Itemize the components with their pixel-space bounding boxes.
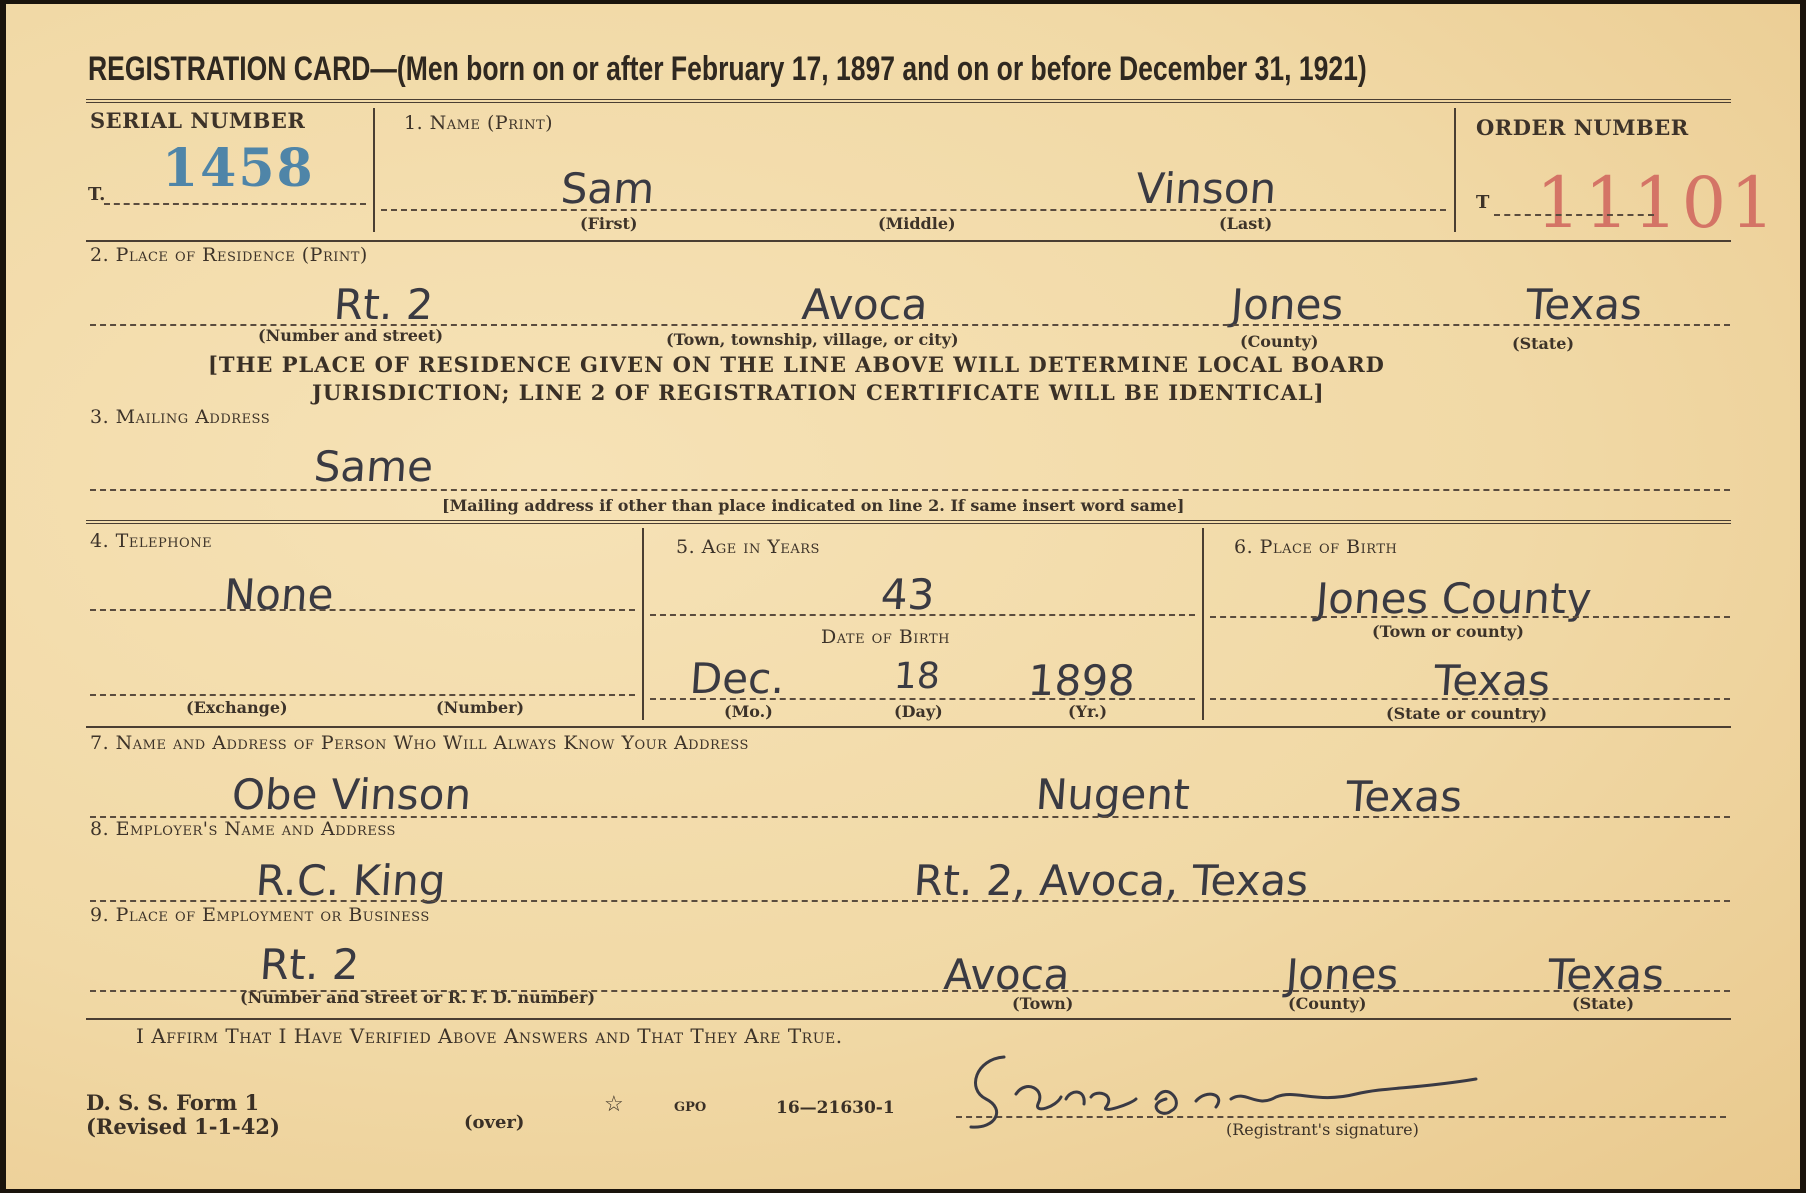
telephone-label: 4. Telephone (90, 530, 213, 552)
dob-label: Date of Birth (821, 626, 950, 648)
residence-town-value: Avoca (800, 280, 930, 329)
name-first-caption: (First) (580, 214, 638, 233)
jurisdiction-notice-line2: JURISDICTION; LINE 2 OF REGISTRATION CERTIFICATE WILL BE IDENTICAL] (312, 380, 1325, 405)
name-first-value: Sam (559, 164, 657, 213)
dob-month-value: Dec. (688, 654, 787, 703)
signature-caption: (Registrant's signature) (1226, 1120, 1419, 1139)
order-number-label: ORDER NUMBER (1476, 115, 1689, 140)
jurisdiction-notice-line1: [THE PLACE OF RESIDENCE GIVEN ON THE LINE ABOVE WILL DETERMINE LOCAL BOARD (208, 352, 1385, 377)
telephone-number-caption: (Number) (436, 698, 525, 717)
gpo-label: GPO (674, 1100, 707, 1115)
employment-town-caption: (Town) (1012, 994, 1074, 1013)
telephone-value: None (222, 570, 336, 619)
serial-prefix: T. (88, 184, 106, 205)
birthplace-state-caption: (State or country) (1386, 704, 1548, 723)
registration-card (6, 4, 1800, 1189)
employment-place-label: 9. Place of Employment or Business (90, 904, 430, 926)
contact-label: 7. Name and Address of Person Who Will Always Know Your Address (90, 732, 749, 754)
employer-address-value: Rt. 2, Avoca, Texas (912, 856, 1310, 905)
employment-street-caption: (Number and street or R. F. D. number) (240, 988, 596, 1007)
birthplace-town-caption: (Town or county) (1372, 622, 1524, 641)
serial-number-label: SERIAL NUMBER (90, 108, 306, 133)
top-rule (86, 99, 1731, 103)
dob-year-caption: (Yr.) (1068, 702, 1108, 721)
employer-label: 8. Employer's Name and Address (90, 818, 396, 840)
order-number-value: 11101 (1536, 162, 1779, 244)
employer-name-value: R.C. King (254, 856, 448, 905)
birthplace-town-value: Jones County (1314, 574, 1594, 623)
mailing-value: Same (312, 442, 435, 491)
residence-label: 2. Place of Residence (Print) (90, 244, 368, 266)
name-middle-caption: (Middle) (878, 214, 956, 233)
dob-day-caption: (Day) (894, 702, 943, 721)
over-label: (over) (464, 1112, 525, 1133)
registrant-signature (956, 1049, 1516, 1139)
gpo-code: 16—21630-1 (776, 1098, 895, 1118)
residence-street-caption: (Number and street) (258, 326, 444, 345)
employment-state-caption: (State) (1572, 994, 1635, 1013)
employment-county-caption: (County) (1288, 994, 1367, 1013)
serial-number-value: 1458 (162, 138, 315, 199)
residence-county-caption: (County) (1240, 332, 1319, 351)
contact-town-value: Nugent (1034, 770, 1192, 819)
form-revision: (Revised 1-1-42) (86, 1114, 280, 1139)
form-id: D. S. S. Form 1 (86, 1090, 260, 1115)
name-label: 1. Name (Print) (404, 112, 554, 134)
star-icon: ☆ (604, 1092, 624, 1117)
telephone-exchange-caption: (Exchange) (186, 698, 288, 717)
name-last-caption: (Last) (1219, 214, 1273, 233)
employment-town-value: Avoca (942, 950, 1072, 999)
employment-state-value: Texas (1546, 950, 1666, 999)
affirmation-text: I Affirm That I Have Verified Above Answers and That They Are True. (136, 1024, 843, 1048)
dob-year-value: 1898 (1026, 656, 1137, 705)
residence-state-caption: (State) (1512, 334, 1575, 353)
dob-day-value: 18 (892, 656, 942, 697)
birthplace-state-value: Texas (1432, 656, 1552, 705)
card-title: REGISTRATION CARD—(Men born on or after February 17, 1897 and on or before December 31, 1921) (88, 50, 1367, 88)
employment-county-value: Jones (1284, 950, 1401, 999)
employment-street-value: Rt. 2 (258, 940, 361, 989)
age-label: 5. Age in Years (676, 536, 820, 558)
mailing-caption: [Mailing address if other than place indicated on line 2. If same insert word same] (442, 496, 1185, 515)
age-value: 43 (879, 570, 937, 619)
residence-county-value: Jones (1229, 280, 1346, 329)
residence-town-caption: (Town, township, village, or city) (666, 330, 959, 349)
mailing-label: 3. Mailing Address (90, 406, 271, 428)
contact-name-value: Obe Vinson (230, 770, 473, 819)
residence-street-value: Rt. 2 (332, 280, 435, 329)
dob-month-caption: (Mo.) (724, 702, 773, 721)
order-prefix: T (1476, 192, 1490, 213)
birthplace-label: 6. Place of Birth (1234, 536, 1398, 558)
contact-state-value: Texas (1344, 772, 1464, 821)
name-last-value: Vinson (1134, 164, 1279, 213)
residence-state-value: Texas (1524, 280, 1644, 329)
